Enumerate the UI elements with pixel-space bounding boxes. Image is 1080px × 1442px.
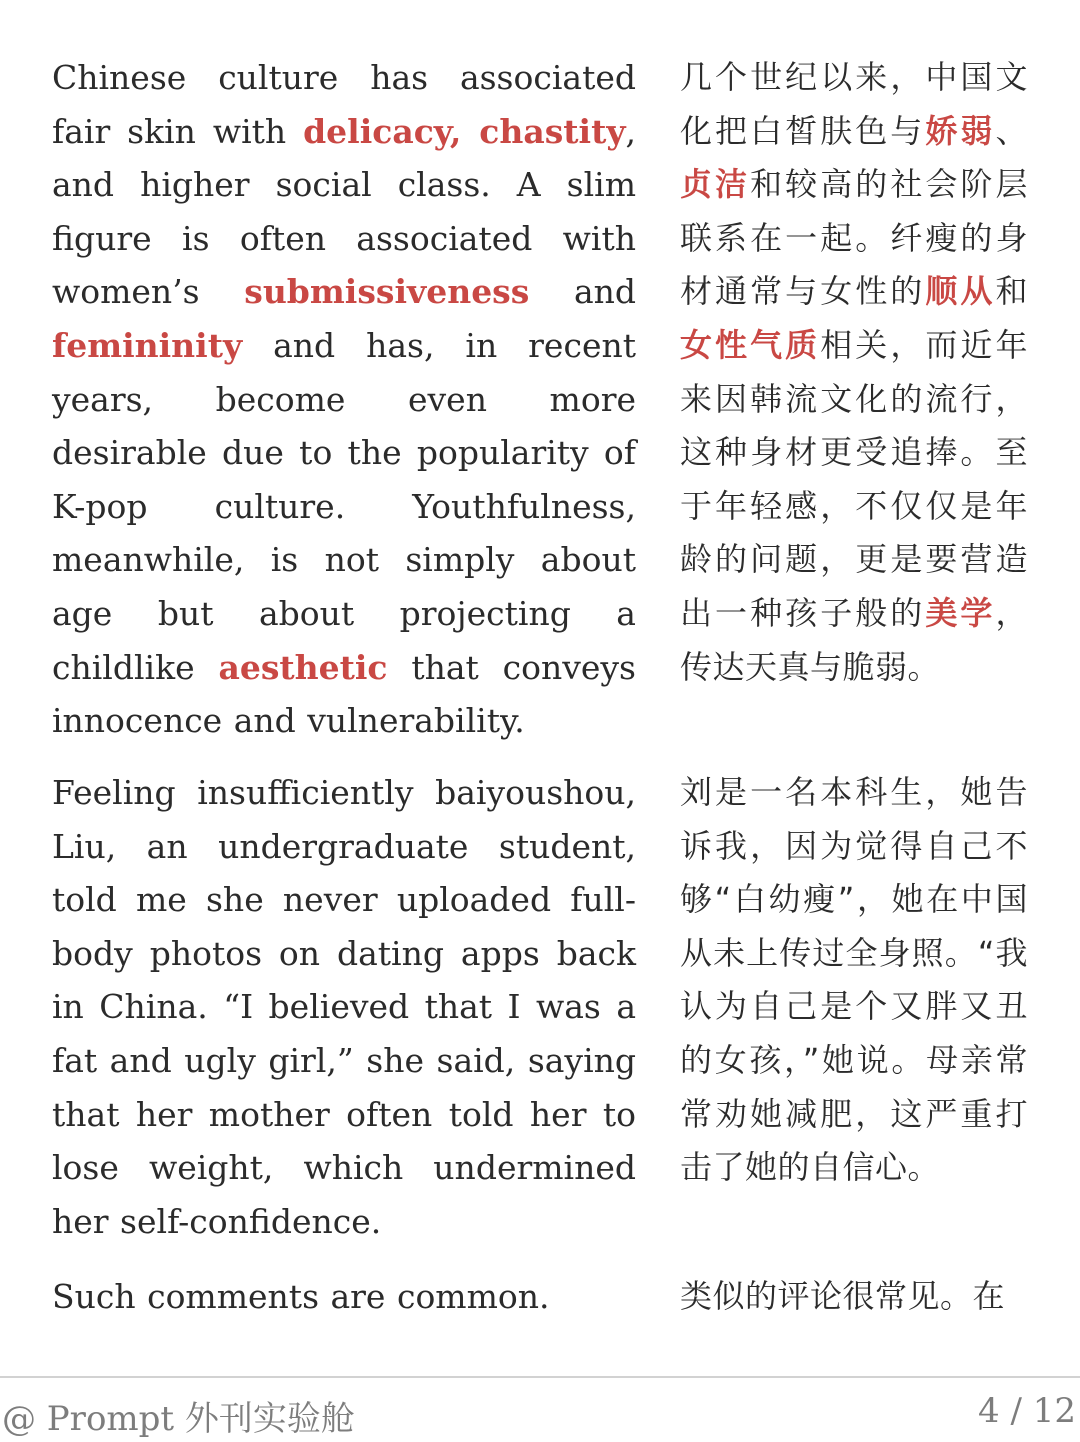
text-segment: 类似的评论很常见。在 — [680, 1277, 1006, 1315]
page-footer — [0, 1376, 1080, 1442]
highlight-term-femininity: femininity — [52, 325, 243, 365]
english-paragraph-1 — [52, 51, 636, 748]
text-segment: 刘是一名本科生，她告诉我，因为觉得自己不够“白幼瘦”，她在中国从未上传过全身照。“我认为自己是个又胖又丑的女孩，”她说。母亲常常劝她减肥，这严重打击了她的自信心。 — [680, 773, 1028, 1187]
highlight-term-jiaoruo: 娇弱 — [925, 111, 996, 150]
text-segment: Such comments are common. — [52, 1277, 550, 1316]
page-indicator: 4 / 12 — [978, 1391, 1076, 1431]
chinese-paragraph-3 — [680, 1270, 1028, 1324]
text-segment: 相关，而近年来因韩流文化的流行，这种身材更受追捧。至于年轻感，不仅仅是年龄的问题，更是要营造出一种孩子般的 — [680, 325, 1028, 632]
highlight-term-shuncong: 顺从 — [925, 272, 996, 311]
highlight-term-nvxingqizhi: 女性气质 — [680, 325, 821, 364]
text-segment: 和较高的社会阶层联系在一起。纤瘦的身材通常与女性的 — [680, 165, 1028, 311]
text-segment: 、 — [995, 111, 1028, 150]
paragraph-pair-2 — [52, 766, 1028, 1248]
highlight-term-aesthetic: aesthetic — [218, 647, 388, 687]
highlight-term-meixue: 美学 — [925, 593, 996, 632]
text-segment: and — [529, 272, 637, 312]
text-segment: and has, in recent years, become even more desirable due to the popularity of K-pop culture. Youthfulness, meanwhile, is not simply about age but about projecting a childlike — [52, 325, 636, 687]
chinese-paragraph-2 — [680, 766, 1028, 1248]
source-credit: @ Prompt 外刊实验舱 — [2, 1399, 355, 1439]
highlight-term-submissiveness: submissiveness — [244, 272, 530, 312]
chinese-paragraph-1 — [680, 51, 1028, 748]
english-paragraph-3 — [52, 1270, 636, 1324]
text-segment: that conveys innocence and vulnerability. — [52, 647, 636, 741]
paragraph-pair-3 — [52, 1270, 1028, 1324]
highlight-term-zhenjie: 贞洁 — [680, 165, 751, 204]
text-segment: 几个世纪以来，中国文化把白皙肤色与 — [680, 58, 1028, 150]
text-segment: 和 — [995, 272, 1028, 311]
text-segment: Chinese culture has associated fair skin with — [52, 58, 636, 151]
english-paragraph-2 — [52, 766, 636, 1248]
paragraph-pair-1 — [52, 51, 1028, 748]
text-segment: ，传达天真与脆弱。 — [680, 593, 1028, 686]
highlight-term-delicacy-chastity: delicacy, chastity — [303, 111, 626, 151]
text-segment: Feeling insufficiently baiyoushou, Liu, an undergraduate student, told me she never uploaded full-body photos on dating apps back in China. “I believed that I was a fat and ugly girl,” she said, saying that her mother often told her to lose weight, which undermined her self-confidence. — [52, 773, 636, 1241]
text-segment: , and higher social class. A slim figure is often associated with women’s — [52, 111, 636, 312]
